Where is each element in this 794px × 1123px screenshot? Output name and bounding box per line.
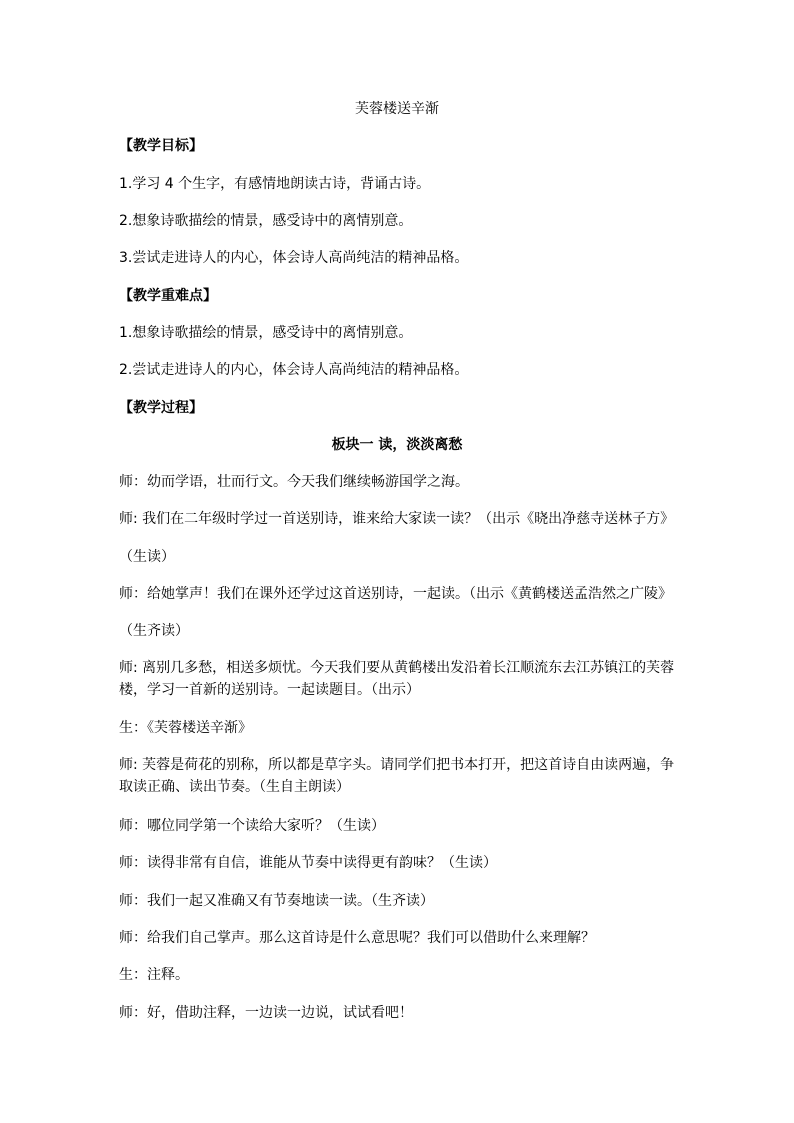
dialogue-line: 师：给我们自己掌声。那么这首诗是什么意思呢？我们可以借助什么来理解？ [119, 930, 595, 946]
document-title: 芙蓉楼送辛渐 [355, 101, 439, 117]
goal-item: 1.学习 4 个生字，有感情地朗读古诗，背诵古诗。 [119, 176, 431, 192]
dialogue-line: 师: 芙蓉是荷花的别称，所以都是草字头。请同学们把书本打开，把这首诗自由读两遍，争取读正确、读出节奏。（生自主朗读） [119, 757, 675, 795]
goal-item: 2.想象诗歌描绘的情景，感受诗中的离情别意。 [119, 213, 413, 229]
section-heading-goals: 【教学目标】 [119, 138, 203, 154]
dialogue-line: 师：读得非常有自信，谁能从节奏中读得更有韵味？（生读） [119, 855, 497, 871]
dialogue-line: 师: 离别几多愁，相送多烦忧。今天我们要从黄鹤楼出发沿着长江顺流东去江苏镇江的芙蓉楼，学习一首新的送别诗。一起读题目。（出示） [119, 660, 675, 698]
dialogue-line: 生：《芙蓉楼送辛渐》 [119, 720, 252, 736]
dialogue-line: 师：哪位同学第一个读给大家听？（生读） [119, 818, 385, 834]
key-point-item: 2.尝试走进诗人的内心，体会诗人高尚纯洁的精神品格。 [119, 362, 469, 378]
dialogue-line: 师：好，借助注释，一边读一边说，试试看吧！ [119, 1005, 413, 1021]
dialogue-line: 生：注释。 [119, 967, 189, 983]
dialogue-line: （生齐读） [119, 623, 189, 639]
dialogue-line: 师: 我们在二年级时学过一首送别诗，谁来给大家读一读？（出示《晓出净慈寺送林子方》 [119, 511, 675, 527]
key-point-item: 1.想象诗歌描绘的情景，感受诗中的离情别意。 [119, 325, 413, 341]
dialogue-line: （生读） [119, 549, 175, 565]
section-heading-key-points: 【教学重难点】 [119, 288, 217, 304]
goal-item: 3.尝试走进诗人的内心，体会诗人高尚纯洁的精神品格。 [119, 250, 469, 266]
dialogue-line: 师：给她掌声！我们在课外还学过这首送别诗，一起读。（出示《黄鹤楼送孟浩然之广陵》 [119, 586, 672, 602]
dialogue-line: 师：我们一起又准确又有节奏地读一读。（生齐读） [119, 893, 434, 909]
dialogue-line: 师：幼而学语，壮而行文。今天我们继续畅游国学之海。 [119, 474, 469, 490]
section-heading-process: 【教学过程】 [119, 400, 203, 416]
block-title: 板块一 读，淡淡离愁 [331, 437, 463, 453]
